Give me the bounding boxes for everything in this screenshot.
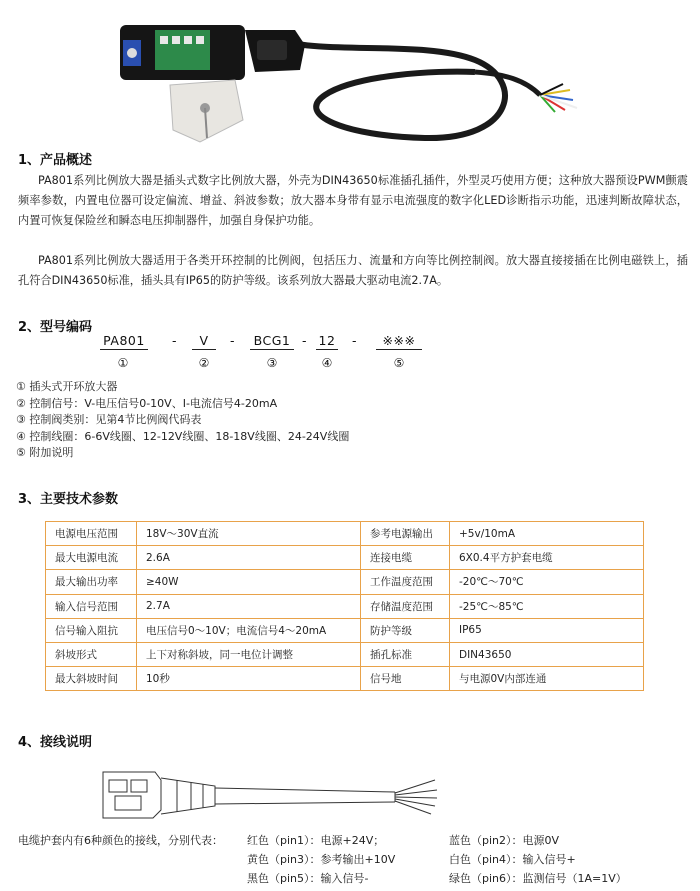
model-part-valve: BCG1 [250, 333, 294, 350]
spec-value: 上下对称斜坡，同一电位计调整 [137, 642, 361, 666]
table-row [46, 594, 644, 618]
model-num-2: ② [198, 356, 210, 370]
model-part-series: PA801 [100, 333, 148, 350]
section-title-model: 2、型号编码 [18, 320, 93, 335]
table-row [46, 546, 644, 570]
spec-value: -20℃～70℃ [450, 570, 644, 594]
spec-table [45, 521, 644, 691]
spec-value: ≥40W [137, 570, 361, 594]
list-item: ④ 控制线圈：6-6V线圈、12-12V线圈、18-18V线圈、24-24V线圈 [16, 429, 350, 443]
model-dash: - [230, 333, 235, 348]
product-photo [95, 0, 615, 150]
wire-yellow: 黄色（pin3）：参考输出+10V [247, 853, 396, 866]
list-item: ⑤ 附加说明 [16, 446, 74, 459]
spec-key: 防护等级 [361, 618, 450, 642]
spec-key: 最大电源电流 [46, 546, 137, 570]
model-part-coil: 12 [316, 333, 338, 350]
model-dash: - [352, 333, 357, 348]
spec-value: DIN43650 [450, 642, 644, 666]
wire-black: 黑色（pin5）：输入信号- [247, 872, 369, 885]
model-num-3: ③ [266, 356, 278, 370]
model-num-5: ⑤ [393, 356, 405, 370]
spec-value: 电压信号0～10V；电流信号4～20mA [137, 618, 361, 642]
spec-value: -25℃～85℃ [450, 594, 644, 618]
spec-key: 最大斜坡时间 [46, 667, 137, 691]
wiring-intro: 电缆护套内有6种颜色的接线，分别代表： [18, 834, 223, 847]
spec-key: 信号地 [361, 667, 450, 691]
overview-paragraph-2: PA801系列比例放大器适用于各类开环控制的比例阀，包括压力、流量和方向等比例控制阀。放大器直接接插在比例电磁铁上，插孔符合DIN43650标准，插头具有IP65的防护等级。该系列放大器最大驱动电流2.7A。 [18, 254, 688, 287]
spec-value: 18V～30V直流 [137, 522, 361, 546]
spec-key: 参考电源输出 [361, 522, 450, 546]
spec-key: 工作温度范围 [361, 570, 450, 594]
model-num-4: ④ [321, 356, 333, 370]
model-dash: - [172, 333, 177, 348]
table-row [46, 642, 644, 666]
section-title-specs: 3、主要技术参数 [18, 492, 119, 507]
wire-blue: 蓝色（pin2）：电源0V [449, 834, 560, 847]
list-item: ② 控制信号：V-电压信号0-10V、I-电流信号4-20mA [16, 396, 278, 410]
spec-value: 2.7A [137, 594, 361, 618]
wire-red: 红色（pin1）：电源+24V； [247, 834, 385, 847]
model-part-extra: ※※※ [376, 333, 422, 350]
cable-diagram [95, 762, 440, 827]
wire-green: 绿色（pin6）：监测信号（1A=1V） [449, 872, 627, 885]
overview-paragraph-1: PA801系列比例放大器是插头式数字比例放大器，外壳为DIN43650标准插孔插件，外型灵巧使用方便；这种放大器预设PWM颤震频率参数，内置电位器可设定偏流、增益、斜波参数；放大器本身带有显示电流强度的数字化LED诊断指示功能，迅速判断故障状态，内置可恢复保险丝和瞬态电压抑制器件，加强自身保护功能。 [18, 174, 688, 227]
spec-key: 输入信号范围 [46, 594, 137, 618]
spec-key: 信号输入阻抗 [46, 618, 137, 642]
spec-value: 2.6A [137, 546, 361, 570]
spec-key: 斜坡形式 [46, 642, 137, 666]
spec-value: +5v/10mA [450, 522, 644, 546]
list-item: ③ 控制阀类别：见第4节比例阀代码表 [16, 413, 202, 426]
wire-white: 白色（pin4）：输入信号+ [449, 853, 576, 866]
spec-key: 电源电压范围 [46, 522, 137, 546]
list-item: ① 插头式开环放大器 [16, 380, 118, 393]
spec-value: 6X0.4平方护套电缆 [450, 546, 644, 570]
spec-value: 与电源0V内部连通 [450, 667, 644, 691]
spec-value: 10秒 [137, 667, 361, 691]
table-row [46, 522, 644, 546]
spec-key: 连接电缆 [361, 546, 450, 570]
spec-key: 最大输出功率 [46, 570, 137, 594]
model-num-1: ① [117, 356, 129, 370]
model-code-list [16, 379, 349, 462]
table-row [46, 570, 644, 594]
section-title-overview: 1、产品概述 [18, 153, 93, 168]
section-title-wiring: 4、接线说明 [18, 735, 93, 750]
spec-value: IP65 [450, 618, 644, 642]
spec-key: 存储温度范围 [361, 594, 450, 618]
model-part-signal: V [192, 333, 216, 350]
table-row [46, 667, 644, 691]
table-row [46, 618, 644, 642]
spec-key: 插孔标准 [361, 642, 450, 666]
model-dash: - [302, 333, 307, 348]
